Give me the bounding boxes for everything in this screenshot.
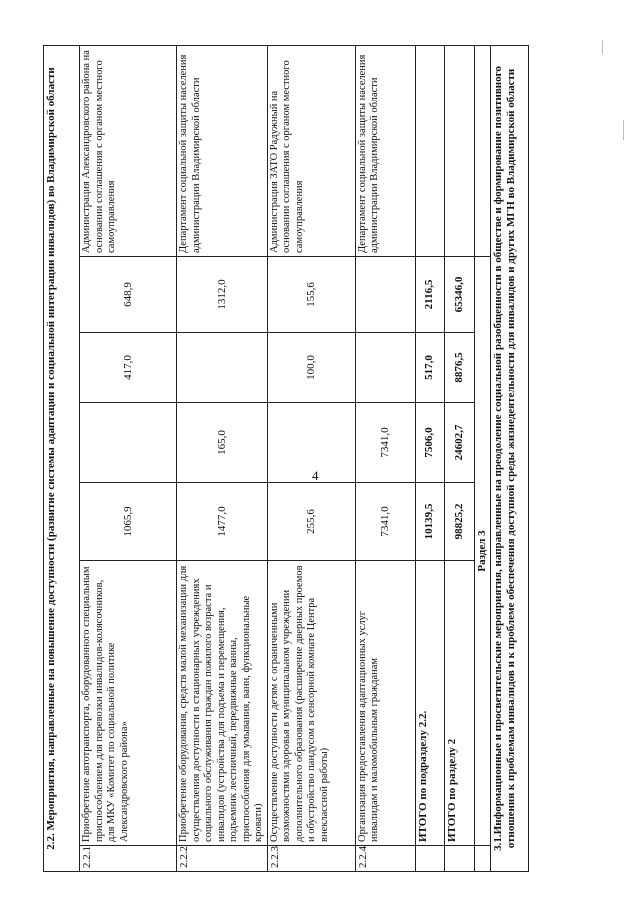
section-3-1-header: 3.1.Информационные и просветительские мероприятия, направленные на преодоление социальной разобщенности в обществе и формирование позитивного отношения к проблемам инвалидов и к проблеме обеспечения доступной среды жизнедеятельности для инвалидов и других МГН во Владимирской области [490, 45, 528, 871]
total-row [444, 45, 474, 871]
total-label: ИТОГО по разделу 2 [444, 561, 474, 846]
row-value-3 [355, 257, 415, 333]
subtotal-label: ИТОГО по подразделу 2.2. [415, 561, 444, 846]
table-row [267, 45, 355, 871]
row-value-3: 155,6 [267, 257, 355, 333]
row-value-2 [355, 333, 415, 403]
row-executor: Департамент социальной защиты населения администрации Владимирской области [177, 45, 268, 256]
table-row [355, 45, 415, 871]
row-name: Приобретение оборудования, средств малой механизации для осуществления доступности в стационарных учреждениях социального обслуживания граждан пожилого возраста и инвалидов (устройства для подъема и перемещения, подъемник лестничный, передвижные ванны, приспособления для умывания, ванн, функциональные кровати) [177, 561, 268, 846]
table-row [177, 45, 268, 871]
subtotal-row [415, 45, 444, 871]
row-value-1 [267, 403, 355, 483]
row-executor: Администрация ЗАТО Радужный на основании соглашения с органом местного самоуправления [267, 45, 355, 256]
section-2-2-header: 2.2. Мероприятия, направленные на повышение доступности (развитие системы адаптации и социальной интеграции инвалидов) во Владимирской области [44, 45, 80, 871]
row-value-3: 648,9 [80, 257, 177, 333]
row-total: 7341,0 [355, 483, 415, 561]
subtotal-value-1: 7506,0 [415, 403, 444, 483]
section-2-2-header-row [44, 45, 80, 871]
total-value-2: 8876,5 [444, 333, 474, 403]
row-total: 1065,9 [80, 483, 177, 561]
scan-mark [602, 40, 603, 54]
row-code: 2.2.4 [355, 846, 415, 872]
row-value-2: 100,0 [267, 333, 355, 403]
row-name: Организация предоставления адаптационных услуг инвалидам и маломобильным гражданам [355, 561, 415, 846]
row-executor: Администрация Александровского района на основании соглашения с органом местного самоуправления [80, 45, 177, 256]
subtotal-value-2: 517,0 [415, 333, 444, 403]
row-code: 2.2.3 [267, 846, 355, 872]
row-code: 2.2.2 [177, 846, 268, 872]
scan-mark [623, 120, 624, 140]
row-name: Приобретение автотранспорта, оборудованного специальным приспособлением для перевозки инвалидов-колясочников, для МКУ «Комитет по социальной политике Александровского района» [80, 561, 177, 846]
section-3-1-header-row [490, 45, 528, 871]
row-value-2: 417,0 [80, 333, 177, 403]
row-code: 2.2.1 [80, 846, 177, 872]
total-value-3: 65346,0 [444, 257, 474, 333]
program-table [43, 45, 529, 872]
table-row [80, 45, 177, 871]
row-name: Осуществление доступности детям с ограниченными возможностями здоровья в муниципальном учреждении дополнительного образования (расширение дверных проемов и обустройство пандусом в сенсорной комнате Центра внеклассной работы) [267, 561, 355, 846]
subtotal-value-3: 2116,5 [415, 257, 444, 333]
rotated-table-page [43, 46, 527, 872]
total-value-1: 24602,7 [444, 403, 474, 483]
row-executor: Департамент социальной защиты населения администрации Владимирской области [355, 45, 415, 256]
section-3-label: Раздел 3 [474, 257, 490, 846]
subtotal-total: 10139,5 [415, 483, 444, 561]
row-value-1 [80, 403, 177, 483]
page-number: 4 [312, 468, 319, 483]
row-value-1: 165,0 [177, 403, 268, 483]
row-total: 1477,0 [177, 483, 268, 561]
row-value-3: 1312,0 [177, 257, 268, 333]
row-value-1: 7341,0 [355, 403, 415, 483]
row-value-2 [177, 333, 268, 403]
row-total: 255,6 [267, 483, 355, 561]
total-total: 98825,2 [444, 483, 474, 561]
section-3-row [474, 45, 490, 871]
